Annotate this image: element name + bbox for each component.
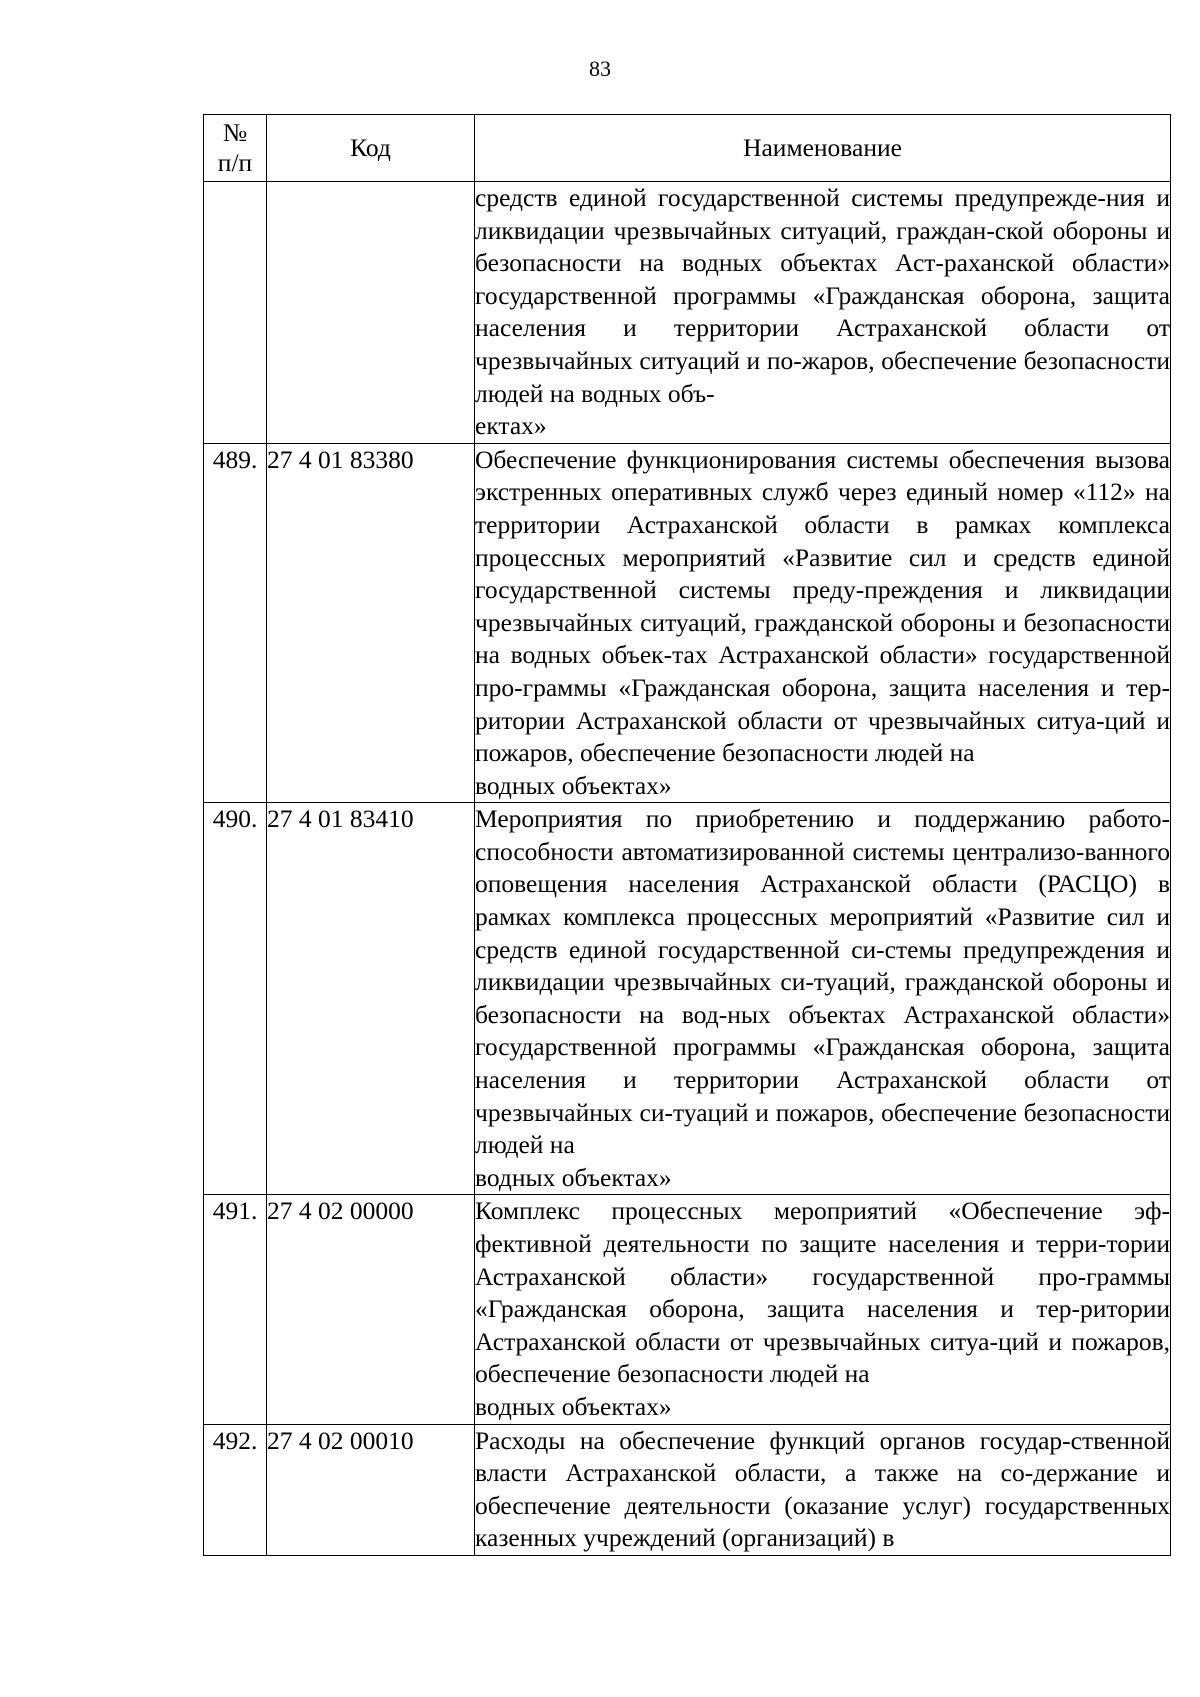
row-number: 489. bbox=[204, 443, 267, 803]
header-number-symbol: № bbox=[222, 118, 248, 147]
header-code: Код bbox=[267, 115, 475, 182]
row-name bbox=[475, 1424, 1171, 1555]
row-name-last-line: водных объектах» bbox=[475, 770, 672, 800]
page-number: 83 bbox=[589, 56, 611, 81]
row-name bbox=[475, 803, 1171, 1195]
table-row bbox=[204, 1195, 1171, 1424]
row-name-text: Комплекс процессных мероприятий «Обеспечение эф-фективной деятельности по защите населения и терри-тории Астраханской области» государственной про-граммы «Гражданская оборона, защита населения и тер-ритории Астраханской области от чрезвычайных ситуа-ций и пожаров, обеспечение безопасности людей на bbox=[475, 1196, 1170, 1389]
row-number: 490. bbox=[204, 803, 267, 1195]
row-code: 27 4 02 00000 bbox=[267, 1195, 475, 1424]
row-name-text: Расходы на обеспечение функций органов государ-ственной власти Астраханской области, а также на со-держание и обеспечение деятельности (оказание услуг) государственных казенных учреждений (организаций) в bbox=[475, 1425, 1170, 1553]
row-name-last-line: водных объектах» bbox=[475, 1162, 672, 1192]
row-code bbox=[267, 182, 475, 444]
table-row bbox=[204, 182, 1171, 444]
row-name bbox=[475, 1195, 1171, 1424]
row-name-last-line: ектах» bbox=[475, 411, 547, 441]
row-code: 27 4 01 83410 bbox=[267, 803, 475, 1195]
row-number bbox=[204, 182, 267, 444]
row-name bbox=[475, 182, 1171, 444]
row-code: 27 4 01 83380 bbox=[267, 443, 475, 803]
header-name: Наименование bbox=[475, 115, 1171, 182]
row-number: 492. bbox=[204, 1424, 267, 1555]
budget-code-table bbox=[203, 114, 1171, 1556]
row-name-text: Обеспечение функционирования системы обеспечения вызова экстренных оперативных служб через единый номер «112» на территории Астраханской области в рамках комплекса процессных мероприятий «Развитие сил и средств единой государственной системы преду-преждения и ликвидации чрезвычайных ситуаций, гражданской обороны и безопасности на водных объек-тах Астраханской области» государственной про-граммы «Гражданская оборона, защита населения и тер-ритории Астраханской области от чрезвычайных ситуа-ций и пожаров, обеспечение безопасности людей на bbox=[475, 444, 1170, 768]
table-row bbox=[204, 1424, 1171, 1555]
row-name-last-line: водных объектах» bbox=[475, 1391, 672, 1421]
row-name-text: Мероприятия по приобретению и поддержанию работо-способности автоматизированной системы централизо-ванного оповещения населения Астраханской области (РАСЦО) в рамках комплекса процессных мероприятий «Развитие сил и средств единой государственной си-стемы предупреждения и ликвидации чрезвычайных си-туаций, гражданской обороны и безопасности на вод-ных объектах Астраханской области» государственной программы «Гражданская оборона, защита населения и территории Астраханской области от чрезвычайных си-туаций и пожаров, обеспечение безопасности людей на bbox=[475, 804, 1170, 1160]
table-row bbox=[204, 803, 1171, 1195]
table-row bbox=[204, 443, 1171, 803]
row-name-text: средств единой государственной системы предупрежде-ния и ликвидации чрезвычайных ситуаций, граждан-ской обороны и безопасности на водных объектах Аст-раханской области» государственной программы «Гражданская оборона, защита населения и территории Астраханской области от чрезвычайных ситуаций и по-жаров, обеспечение безопасности людей на водных объ- bbox=[475, 183, 1170, 408]
row-code: 27 4 02 00010 bbox=[267, 1424, 475, 1555]
row-number: 491. bbox=[204, 1195, 267, 1424]
header-number-abbr: п/п bbox=[217, 148, 253, 177]
table-header-row bbox=[204, 115, 1171, 182]
header-number bbox=[204, 115, 267, 182]
row-name bbox=[475, 443, 1171, 803]
